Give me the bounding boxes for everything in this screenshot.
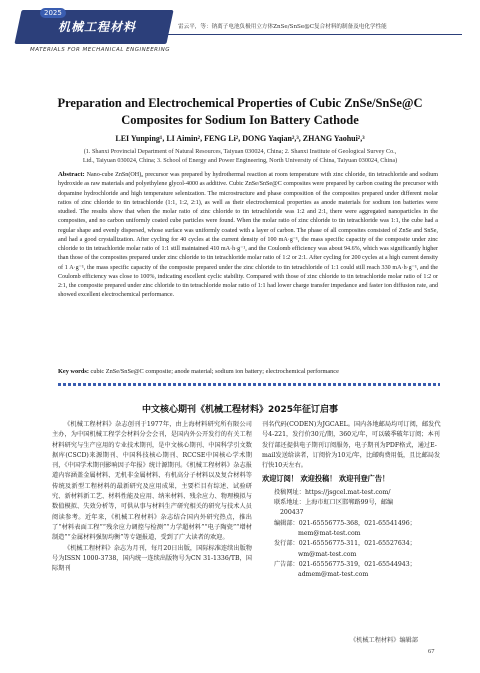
ad-email[interactable]: admem@mat-test.com <box>298 571 369 579</box>
dist-label: 发行部： <box>274 540 299 548</box>
abstract <box>58 170 438 301</box>
page-number: 67 <box>428 648 435 655</box>
contact-address <box>262 498 442 508</box>
dist-phone: 021-65556775-311，021-65527634； <box>298 540 416 548</box>
journal-name-cn: 机械工程材料 <box>58 20 137 34</box>
ad-label: 广告部： <box>274 560 299 568</box>
editorial-signature: 《机械工程材料》编辑部 <box>350 637 419 644</box>
address-label: 联系地址： <box>274 499 305 507</box>
title-line-2: Composites for Sodium Ion Battery Cathode <box>121 113 359 127</box>
title-line-1: Preparation and Electrochemical Properties of Cubic ZnSe/SnSe@C <box>57 96 423 110</box>
contact-postcode <box>262 508 442 518</box>
keywords <box>58 368 438 375</box>
postcode: 200437 <box>280 509 304 517</box>
notice-paragraph-2-cont: 刊名代码(CODEN)为JGCAEL。国内各地邮局均可订阅，邮发代号4-221，发行价30元/期，360元/年，可以破季破年订阅；本刊发行部还提供电子期刊订阅服务，电子期刊为PDF格式，通过E-mail发送给读者，订阅价为10元/年，比邮购费用低，且比邮局发行快10天左右。 <box>262 421 441 470</box>
contact-editorial <box>262 519 442 540</box>
contact-distribution <box>262 539 442 560</box>
abstract-text: Nano-cube ZnSn(OH)₆ precursor was prepared by hydrothermal reaction at room temperature with zinc chloride, tin tetrachloride and sodium hydroxide as raw materials and polyethylene glycol-4000 as additive. Cubic ZnSe/SnSe@C composites were prepared by carbon coating the precursor with dopamine hydrochloride and high temperature selenization. The microstructure and phase composition of the composites prepared under different molar ratios of zinc chloride to tin tetrachloride (1:1, 1:2, 2:1), as well as their electrochemical properties as anode materials for sodium ion batteries were studied. The results show that when the molar ratio of zinc chloride to tin tetrachloride was 1:2 and 2:1, there were aggregated nanoparticles in the composites, and no carbon uniformly coated cube particles were found. When the molar ratio of zinc chloride to tin tetrachloride was 1:1, the cube had a regular shape and evenly dispersed, whose surface was uniformly coated with a layer of carbon. The phase of all composites consisted of ZnSe and SnSe, and had a good crystallization. After cycling for 40 cycles at the current density of 100 mA·g⁻¹, the mass specific capacity of the composite under zinc chloride to tin tetrachloride molar ratio of 1:1 still maintained 410 mA·h·g⁻¹, and the Coulomb efficiency was about 94.6%, which was significantly higher than those of the composites prepared under zinc chloride to tin tetrachloride molar ratio of 1:2 or 2:1. After cycling for 200 cycles at a high current density of 1 A·g⁻¹, the mass specific capacity of the composite prepared under the zinc chloride to tin tetrachloride of 1:1 could still reach 330 mA·h·g⁻¹, and the Coulomb efficiency was close to 100%, indicating excellent cyclic stability. Compared with those of zinc chloride to tin tetrachloride molar ratio of 1:2 or 2:1, the composite prepared under zinc chloride to tin tetrachloride molar ratio of 1:1 had lower charge transfer impedance and faster ion diffusion rate, and showed excellent electrochemical performance. <box>58 172 438 299</box>
keywords-text: cubic ZnSe/SnSe@C composite; anode material; sodium ion battery; electrochemical performance <box>90 368 339 375</box>
editorial-email[interactable]: mem@mat-test.com <box>298 529 361 537</box>
notice-paragraph-1: 《机械工程材料》杂志创刊于1977年，由上海材料研究所有限公司主办，为中国机械工程学会材料分会会刊，是国内外公开发行的有关工程材料研究与生产应用的专业技术期刊，是中文核心期刊、中国科学引文数据库(CSCD)来源期刊、中国科技核心期刊、RCCSE中国核心学术期刊，《中国学术期刊影响因子年报》统计源期刊。《机械工程材料》杂志报道内容涵盖金属材料、无机非金属材料、有机高分子材料以及复合材料等传统及新型工程材料的最新研究及应用成果，主要栏目有综述、试验研究、新材料新工艺、材料性能及应用、纳米材料、残余应力、物理模拟与数值模拟、失效分析等，可供从事与材料生产研究相关的研究与技术人员阅读参考。近年来，《机械工程材料》杂志结合国内外研究热点，推出了“材料表面工程”“残余应力调控与检测”“力学超材料”“电子陶瓷”“增材制造”“金属材料强韧均衡”等专题报道，受到了广大读者的欢迎。 <box>52 421 252 542</box>
running-title: 雷云平，等：钠离子电池负极用立方体ZnSe/SnSe@C复合材料的制备及电化学性能 <box>178 24 387 30</box>
address-value: 上海市虹口区邯郸路99号，邮编 <box>304 499 394 507</box>
submit-url[interactable]: https://jsgcel.mat-test.com/ <box>304 488 391 496</box>
notice-title: 中文核心期刊《机械工程材料》2025年征订启事 <box>141 405 339 415</box>
notice-right-column <box>262 420 442 580</box>
section-divider <box>58 383 440 386</box>
editorial-phone: 021-65556775-368，021-65541496； <box>298 519 416 527</box>
journal-name-en: MATERIALS FOR MECHANICAL ENGINEERING <box>30 47 170 53</box>
ad-phone: 021-65556775-319，021-65544943； <box>298 560 416 568</box>
contact-advertising <box>262 560 442 581</box>
article-title <box>40 95 440 129</box>
keywords-label: Key words: <box>58 368 89 375</box>
affiliations <box>30 147 450 165</box>
notice-paragraph-2: 《机械工程材料》杂志为月刊，每月20日出版，国际标准连续出版物号为ISSN 1000-3738，国内统一连续出版物号为CN 31-1336/TB，国际期刊 <box>52 544 252 573</box>
contact-submit <box>262 488 442 498</box>
author-list: LEI Yunping¹, LI Aimin², FENG Li², DONG Yaqian²,³, ZHANG Yaohui²,³ <box>115 134 365 143</box>
journal-header <box>0 0 480 62</box>
dist-email[interactable]: wm@mat-test.com <box>298 550 357 558</box>
header-rule <box>22 34 462 35</box>
notice-slogan: 欢迎订阅！ 欢迎投稿！ 欢迎刊登广告！ <box>262 474 390 484</box>
editorial-label: 编辑部： <box>274 519 299 527</box>
affiliation-line-1: (1. Shanxi Provincial Department of Natural Resources, Taiyuan 030024, China; 2. Shanxi Institute of Geological Survey Co., <box>83 148 397 155</box>
notice-left-column <box>52 420 252 574</box>
abstract-label: Abstract: <box>58 171 85 178</box>
logo-year: 2025 <box>40 8 66 18</box>
affiliation-line-2: Ltd., Taiyuan 030024, China; 3. School of Energy and Power Engineering, North University of China, Taiyuan 030024, China) <box>82 157 398 164</box>
submit-label: 投稿网址： <box>274 488 305 496</box>
